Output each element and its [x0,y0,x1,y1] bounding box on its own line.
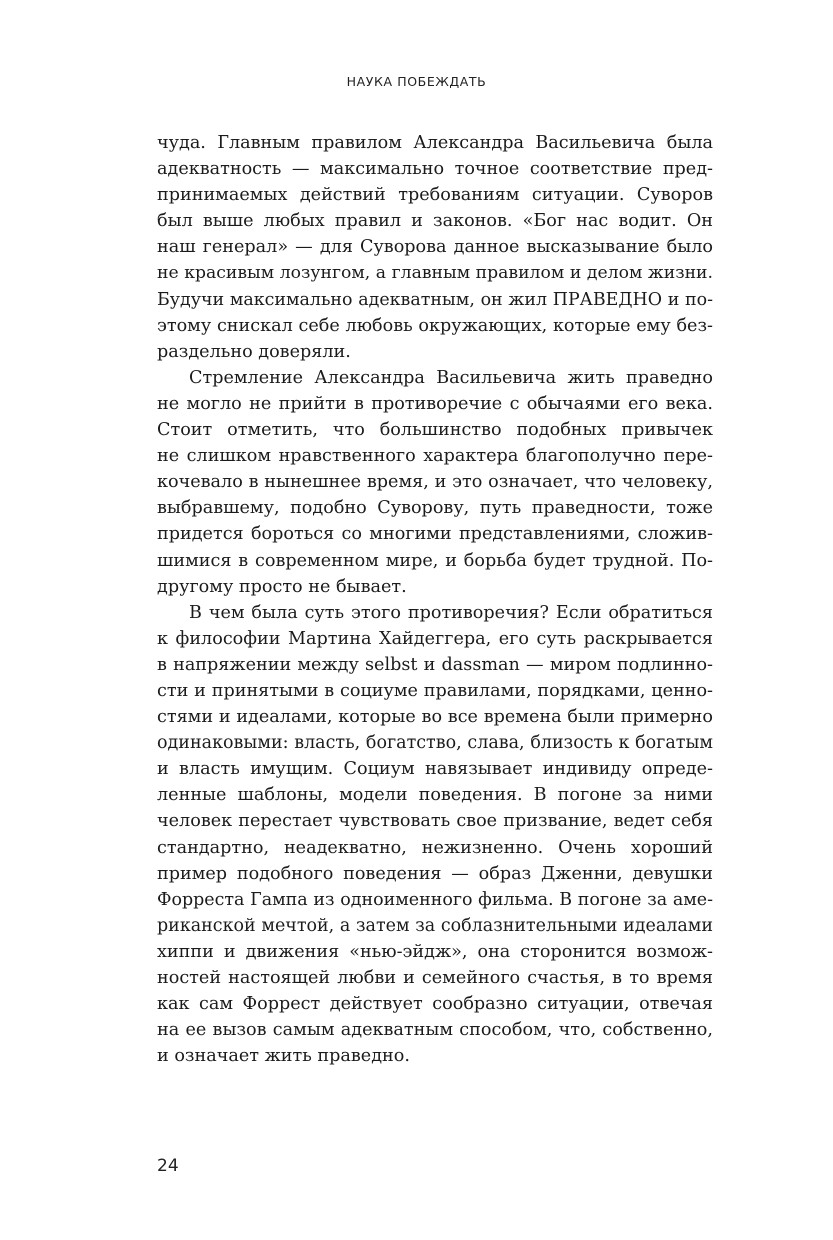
text-line: и означает жить праведно. [157,1046,410,1067]
text-line: другому просто не бывает. [157,576,407,597]
text-line: Стремление Александра Васильевича жить праведно [189,367,713,388]
text-line: не красивым лозунгом, а главным правилом и делом жизни. [157,263,713,284]
text-line: чуда. Главным правилом Александра Васильевича была [157,133,713,153]
text-line: Форреста Гампа из одноименного фильма. В погоне за аме- [157,889,713,910]
text-line: шимися в современном мире, и борьба будет трудной. По- [157,550,713,571]
text-line: не слишком нравственного характера благополучно пере- [157,446,713,467]
text-line: наш генерал» — для Суворова данное высказывание было [157,237,713,258]
text-line: на ее вызов самым адекватным способом, что, собственно, [157,1020,713,1041]
text-line: ностей настоящей любви и семейного счастья, в то время [157,968,713,988]
text-line: хиппи и движения «нью-эйдж», она сторонится возмож- [157,941,713,962]
text-line: не могло не прийти в противоречие с обычаями его века. [157,393,713,414]
text-line: раздельно доверяли. [157,341,351,362]
body-text [157,130,713,1069]
text-line: как сам Форрест действует сообразно ситуации, отвечая [157,994,713,1015]
text-line: ленные шаблоны, модели поведения. В погоне за ними [157,785,713,806]
text-line: к философии Мартина Хайдеггера, его суть раскрывается [157,628,713,649]
text-line: стандартно, неадекватно, нежизненно. Очень хороший [157,837,713,858]
text-line: Стоит отметить, что большинство подобных привычек [157,420,713,441]
text-line: выбравшему, подобно Суворову, путь праведности, тоже [157,498,713,519]
text-line: принимаемых действий требованиям ситуации. Суворов [157,185,713,206]
running-head: НАУКА ПОБЕЖДАТЬ [346,74,487,89]
text-line: человек перестает чувствовать свое призвание, ведет себя [157,811,713,832]
text-line: сти и принятыми в социуме правилами, порядками, ценно- [157,680,713,701]
text-line: этому снискал себе любовь окружающих, которые ему без- [157,315,713,336]
text-line: и власть имущим. Социум навязывает индивиду опреде- [157,759,713,780]
text-line: в напряжении между selbst и dassman — миром подлинно- [157,654,713,675]
text-line: пример подобного поведения — образ Дженни, девушки [157,863,713,884]
page-number: 24 [157,1156,179,1176]
text-line: стями и идеалами, которые во все времена были примерно [157,707,713,728]
text-line: В чем была суть этого противоречия? Если обратиться [189,602,713,623]
text-line: кочевало в нынешнее время, и это означает, что человеку, [157,472,713,493]
text-line: Будучи максимально адекватным, он жил ПРАВЕДНО и по- [157,289,713,310]
text-line: риканской мечтой, а затем за соблазнительными идеалами [157,915,713,936]
text-line: адекватность — максимально точное соответствие пред- [157,159,713,180]
text-line: одинаковыми: власть, богатство, слава, близость к богатым [157,733,713,754]
text-line: придется бороться со многими представлениями, сложив- [157,524,713,545]
text-line: был выше любых правил и законов. «Бог нас водит. Он [157,211,713,232]
